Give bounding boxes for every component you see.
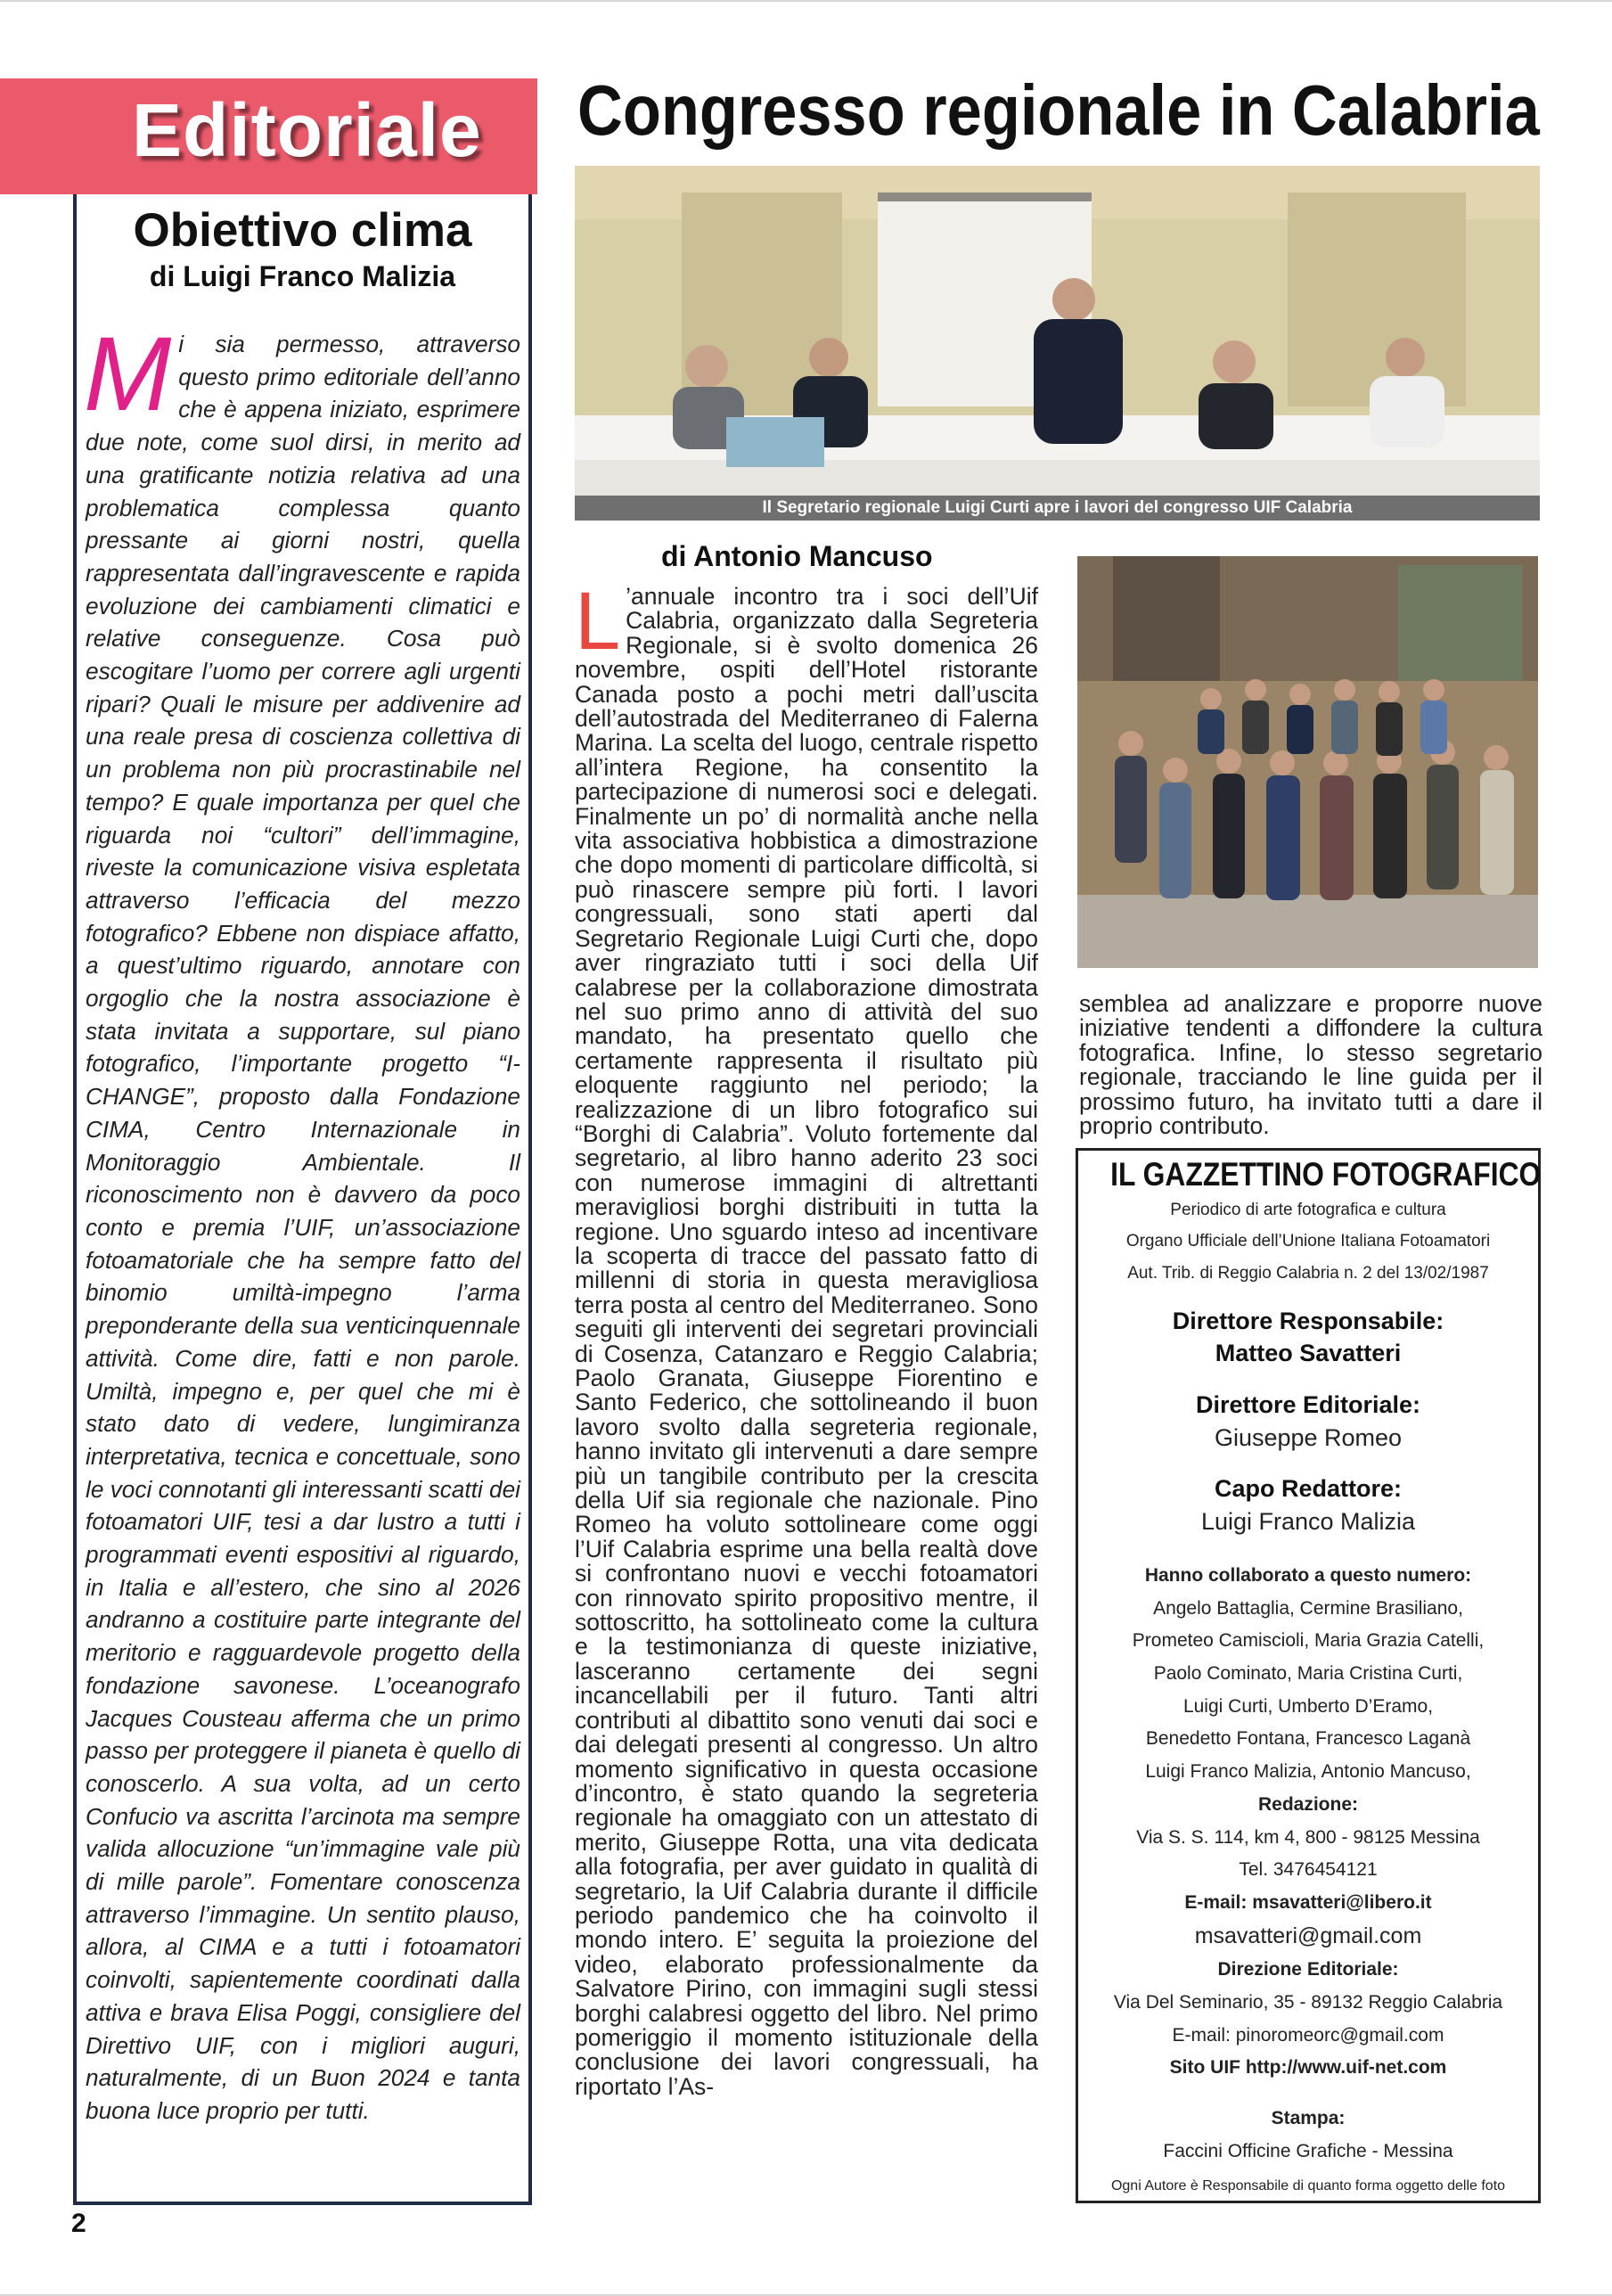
article-title: Congresso regionale in Calabria (577, 70, 1540, 150)
email-link[interactable]: E-mail: msavatteri@libero.it (1184, 1892, 1432, 1913)
masthead-registration: Aut. Trib. di Reggio Calabria n. 2 del 13/02/1987 (1127, 1264, 1489, 1283)
article-author: di Antonio Mancuso (661, 540, 933, 572)
contributors-line: Luigi Curti, Umberto D’Eramo, (1182, 1696, 1434, 1717)
masthead-title: IL GAZZETTINO FOTOGRAFICO (1110, 1156, 1542, 1193)
editorial-header (73, 0, 532, 357)
editorial-banner-label: Editoriale (132, 88, 482, 172)
article-dropcap: L (575, 576, 621, 667)
masthead-subtitle: Periodico di arte fotografica e cultura (1170, 1201, 1446, 1219)
website-link[interactable]: Sito UIF http://www.uif-net.com (1169, 2057, 1447, 2078)
article-body (575, 576, 1038, 2100)
group-photo (1077, 556, 1538, 968)
contributors-line: Prometeo Camiscioli, Maria Grazia Catelli, (1132, 1630, 1485, 1651)
editorial-title: Obiettivo clima (133, 204, 472, 257)
stampa-name: Faccini Officine Grafiche - Messina (1163, 2141, 1453, 2161)
redazione-address: Via S. S. 114, km 4, 800 - 98125 Messina (1136, 1827, 1480, 1848)
contributors-line: Benedetto Fontana, Francesco Laganà (1145, 1728, 1471, 1749)
contributors-line: Paolo Cominato, Maria Cristina Curti, (1153, 1663, 1463, 1684)
director-label: Direttore Responsabile: (1172, 1308, 1444, 1334)
editorial-dropcap: M (84, 316, 172, 433)
chief-editor-name: Luigi Franco Malizia (1200, 1508, 1416, 1535)
page-number: 2 (71, 2209, 86, 2238)
masthead-box (1076, 1148, 1541, 2203)
redazione-phone: Tel. 3476454121 (1239, 1859, 1378, 1880)
photo-caption: Il Segretario regionale Luigi Curti apre i lavori del congresso UIF Calabria (575, 496, 1540, 521)
article-body-continued: semblea ad analizzare e proporre nuove iniziative tendenti a diffondere la cultura fotografica. Infine, lo stesso segretario regionale, tracciando le line guida per il prossimo futuro, ha invitato tutti a dare il proprio contributo. (1079, 990, 1542, 1140)
congress-photo-illustration (575, 166, 1540, 496)
editorial-author: di Luigi Franco Malizia (149, 260, 456, 292)
email-link-secondary[interactable]: msavatteri@gmail.com (1194, 1923, 1422, 1948)
ed-director-name: Giuseppe Romeo (1214, 1424, 1403, 1451)
stampa-label: Stampa: (1271, 2108, 1346, 2128)
contributors-label: Hanno collaborato a questo numero: (1144, 1565, 1472, 1586)
editorial-body (84, 316, 520, 2128)
direzione-email-link[interactable]: E-mail: pinoromeorc@gmail.com (1172, 2025, 1444, 2046)
disclaimer: Ogni Autore è Responsabile di quanto forma oggetto delle foto (1110, 2178, 1506, 2194)
contributors-line: Angelo Battaglia, Cermine Brasiliano, (1153, 1598, 1463, 1619)
chief-editor-label: Capo Redattore: (1214, 1475, 1402, 1502)
congress-photo (575, 166, 1540, 496)
article-text: ’annuale incontro tra i soci dell’Uif Calabria, organizzato dalla Segreteria Regionale, si è svolto domenica 26 novembre, ospiti dell’Hotel ristorante Canada posto a pochi metri dall’uscita dell’autostrada del Mediterraneo di Falerna Marina. La scelta del luogo, centrale rispetto all’intera Regione, ha consentito la partecipazione di numerosi soci e delegati. Finalmente un po’ di normalità anche nella vita associativa hobbistica a dimostrazione che dopo momenti di particolare difficoltà, si può rinascere sempre più forti. I lavori congressuali, sono stati aperti dal Segretario Regionale Luigi Curti che, dopo aver ringraziato tutti i soci della Uif calabrese per la collaborazione dimostrata nel suo primo anno di attività del suo mandato, ha presentato quello che certamente rappresenta il risultato più eloquente raggiunto nel periodo; la realizzazione di un libro fotografico sui “Borghi di Calabria”. Voluto fortemente dal segretario, al libro hanno aderito 23 soci con numerose immagini di altrettanti meravigliosi borghi distribuiti in tutta la regione. Uno sguardo inteso ad incentivare la scoperta di tracce del passato fatto di millenni di storia in questa meravigliosa terra posta al centro del Mediterraneo. Sono seguiti gli interventi dei segretari provinciali di Cosenza, Catanzaro e Reggio Calabria; Paolo Granata, Giuseppe Fiorentino e Santo Federico, che sottolineando il buon lavoro svolto dalla segreteria regionale, hanno invitato gli intervenuti a dare sempre più un tangibile contributo per la crescita della Uif sia regionale che nazionale. Pino Romeo ha voluto sottolineare come oggi l’Uif Calabria esprime una bella realtà dove si confrontano nuovi e vecchi fotoamatori con rinnovato spirito propositivo mentre, il sottoscritto, ha sottolineato come la cultura e la testimonianza di queste iniziative, lasceranno certamente dei segni incancellabili per il futuro. Tanti altri contributi al dibattito sono venuti dai soci e dai delegati presenti al congresso. Un altro momento significativo in questa occasione d’incontro, è stato quando la segreteria regionale ha omaggiato con un attestato di merito, Giuseppe Rotta, una vita dedicata alla fotografia, per aver guidato in qualità di segretario, la Uif Calabria durante il difficile periodo pandemico che ha coinvolto il mondo intero. E’ seguita la proiezione del video, elaborato professionalmente da Salvatore Pirino, con immagini sugli stessi borghi calabresi oggetto del libro. Nel primo pomeriggio il momento istituzionale della conclusione dei lavori congressuali, ha riportato l’As- (575, 583, 1038, 2100)
direzione-address: Via Del Seminario, 35 - 89132 Reggio Calabria (1113, 1992, 1503, 2013)
contributors-line: Luigi Franco Malizia, Antonio Mancuso, (1145, 1761, 1471, 1782)
group-photo-illustration (1077, 556, 1538, 968)
director-name: Matteo Savatteri (1215, 1340, 1402, 1366)
masthead-organ: Organo Ufficiale dell’Unione Italiana Fotoamatori (1125, 1232, 1491, 1250)
ed-director-label: Direttore Editoriale: (1195, 1391, 1421, 1418)
editorial-text: i sia permesso, attraverso questo primo editoriale dell’anno che è appena iniziato, esprimere due note, come suol dirsi, in merito ad una gratificante notizia relativa ad una problematica complessa quanto pressante ai giorni nostri, quella rappresentata dall’ingravescente e rapida evoluzione dei cambiamenti climatici e relative conseguenze. Cosa può escogitare l’uomo per correre agli urgenti ripari? Quali le misure per addivenire ad una reale presa di coscienza collettiva di un problema non più procrastinabile nel tempo? E quale importanza per quel che riguarda noi “cultori” dell’immagine, riveste la comunicazione visiva espletata attraverso l’efficacia del mezzo fotografico? Ebbene non dispiace affatto, a quest’ultimo riguardo, annotare con orgoglio che la nostra associazione è stata invitata a supportare, sul piano fotografico, l’importante progetto “I-CHANGE”, proposto dalla Fondazione CIMA, Centro Internazionale in Monitoraggio Ambientale. Il riconoscimento non è davvero da poco conto e premia l’UIF, un’associazione fotoamatoriale che ha sempre fatto del binomio umiltà-impegno l’arma preponderante della sua venticinquennale attività. Come dire, fatti e non parole. Umiltà, impegno e, per quel che mi è stato dato di vedere, lungimiranza interpretativa, tecnica e concettuale, sono le voci connotanti gli interessanti scatti dei fotoamatori UIF, tesi a dar lustro a tutti i programmati eventi espositivi al riguardo, in Italia e all’estero, che sino al 2026 andranno a costituire parte integrante del meritorio e ragguardevole progetto della fondazione savonese. L’oceanografo Jacques Cousteau afferma che un primo passo per proteggere il pianeta è quello di conoscerlo. A sua volta, ad un certo Confucio va ascritta l’arcinota ma sempre valida allocuzione “un’immagine vale più di mille parole”. Fomentare conoscenza attraverso l’immagine. Un sentito plauso, allora, al CIMA e a tutti i fotoamatori coinvolti, sapientemente coordinati dalla attiva e brava Elisa Poggi, consigliere del Direttivo UIF, con i migliori auguri, naturalmente, di un Buon 2024 e tanta buona luce proprio per tutti. (86, 331, 520, 2124)
redazione-label: Redazione: (1257, 1794, 1358, 1815)
direzione-label: Direzione Editoriale: (1217, 1959, 1399, 1980)
